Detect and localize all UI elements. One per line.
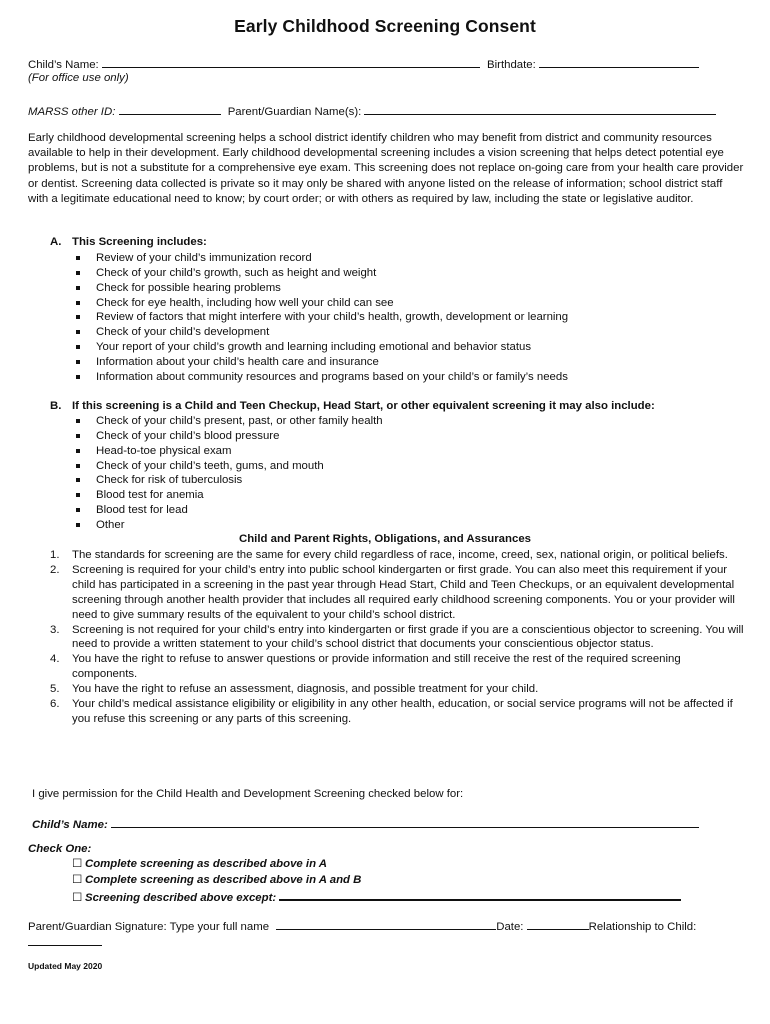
option-a-label: Complete screening as described above in A — [85, 858, 328, 870]
section-a-title: This Screening includes: — [72, 236, 207, 248]
section-b-letter: B. — [50, 400, 62, 412]
list-item: Review of your child’s immunization record — [72, 251, 568, 266]
rights-item-text: Screening is not required for your child’s entry into kindergarten or first grade if you are a conscientious objector to screening. You will need to provide a written statement to your child’s school district that documents your conscientious objector status. — [72, 623, 744, 651]
rights-item-number: 4. — [50, 653, 60, 666]
list-item: Check for possible hearing problems — [72, 281, 568, 296]
list-item: Check for risk of tuberculosis — [72, 473, 383, 488]
rights-item-number: 3. — [50, 623, 60, 636]
check-one-label: Check One: — [28, 843, 92, 855]
rights-heading: Child and Parent Rights, Obligations, and Assurances — [239, 533, 531, 545]
intro-paragraph: Early childhood developmental screening helps a school district identify children who may benefit from district and community resources available to help in their development. Early childhood developmental screening includes a vision screening that helps detect potential eye problems, but is not a substitute for a comprehensive eye exam. This screening does not replace on-going care from your health care provider or dentist. Screening data collected is private so it may only be shared with anyone listed on the release of information; school district staff with a legitimate educational need to know; by court order; or with others as required by law, including the state or legislative auditor. — [28, 132, 744, 205]
list-item: Your report of your child’s growth and learning including emotional and behavior status — [72, 340, 568, 355]
list-item: Head-to-toe physical exam — [72, 444, 383, 459]
rights-item-text: Screening is required for your child’s entry into public school kindergarten or first grade. You can also meet this requirement if your child has participated in a screening in the past year through Head Start, Child and Teen Checkups, or an equivalent developmental screening through another health provider that includes all required early childhood screening components. You or your provider will need to give summary results of the equivalent to your child’s school district. — [72, 563, 735, 621]
option-a-and-b-label: Complete screening as described above in A and B — [85, 873, 362, 886]
list-item: Check of your child’s blood pressure — [72, 429, 383, 444]
marss-field[interactable] — [119, 103, 221, 115]
child-name-2-field[interactable] — [111, 816, 699, 828]
parent-names-label: Parent/Guardian Name(s): — [227, 106, 362, 118]
date-label: Date: — [496, 921, 524, 933]
section-a-heading — [50, 236, 207, 248]
signature-row — [28, 918, 696, 933]
child-name-2-label: Child’s Name: — [32, 819, 108, 831]
section-a-letter: A. — [50, 236, 62, 248]
updated-date: Updated May 2020 — [28, 961, 103, 971]
section-a-list — [72, 251, 568, 385]
list-item: Review of factors that might interfere with your child’s health, growth, development or learning — [72, 310, 568, 325]
child-name-label: Child’s Name: — [28, 59, 99, 71]
child-name-2-row — [32, 816, 699, 831]
relationship-row — [28, 934, 102, 949]
rights-item — [28, 548, 744, 563]
relationship-field[interactable] — [28, 934, 102, 946]
section-b-title: If this screening is a Child and Teen Checkup, Head Start, or other equivalent screening it may also include: — [72, 400, 655, 412]
birthdate-label: Birthdate: — [487, 59, 536, 71]
list-item: Check for eye health, including how well your child can see — [72, 296, 568, 311]
date-field[interactable] — [527, 918, 589, 930]
office-use-note: (For office use only) — [28, 72, 129, 84]
list-item: Information about community resources and programs based on your child’s or family’s needs — [72, 370, 568, 385]
list-item: Blood test for lead — [72, 503, 383, 518]
rights-item-text: You have the right to refuse to answer questions or provide information and still receive the rest of the required screening components. — [72, 653, 681, 681]
rights-item — [28, 682, 744, 697]
exceptions-field[interactable] — [279, 888, 681, 901]
rights-item-number: 2. — [50, 563, 60, 576]
parent-names-field[interactable] — [364, 103, 716, 115]
list-item: Check of your child’s present, past, or other family health — [72, 414, 383, 429]
signature-label: Parent/Guardian Signature: Type your full name — [28, 921, 270, 933]
rights-item-text: You have the right to refuse an assessment, diagnosis, and possible treatment for your child. — [72, 683, 539, 696]
checkbox-icon[interactable]: ☐ — [72, 858, 83, 870]
list-item: Blood test for anemia — [72, 488, 383, 503]
rights-item-number: 1. — [50, 549, 60, 561]
screening-options — [72, 857, 681, 907]
child-name-field[interactable] — [102, 56, 480, 68]
option-a[interactable] — [72, 857, 681, 873]
rights-item-number: 5. — [50, 683, 60, 696]
rights-item-text: The standards for screening are the same for every child regardless of race, income, creed, sex, national origin, or political beliefs. — [72, 549, 728, 561]
relationship-label: Relationship to Child: — [588, 921, 697, 933]
form-title: Early Childhood Screening Consent — [234, 16, 536, 36]
child-name-row — [28, 56, 699, 71]
marss-label: MARSS other ID: — [28, 106, 116, 118]
option-a-and-b[interactable] — [72, 873, 681, 889]
rights-item — [28, 623, 744, 653]
rights-item-number: 6. — [50, 698, 60, 711]
list-item: Check of your child’s growth, such as height and weight — [72, 266, 568, 281]
rights-item — [28, 652, 744, 682]
section-b-heading — [50, 400, 655, 412]
list-item: Check of your child’s teeth, gums, and mouth — [72, 459, 383, 474]
permission-statement: I give permission for the Child Health and Development Screening checked below for: — [32, 788, 464, 800]
list-item: Check of your child’s development — [72, 325, 568, 340]
list-item: Information about your child’s health care and insurance — [72, 355, 568, 370]
rights-item — [28, 563, 744, 623]
marss-row — [28, 103, 716, 118]
list-item: Other — [72, 518, 383, 533]
rights-item — [28, 697, 744, 727]
signature-field[interactable] — [276, 918, 496, 930]
checkbox-icon[interactable]: ☐ — [72, 892, 83, 904]
checkbox-icon[interactable]: ☐ — [72, 873, 83, 886]
option-except-label: Screening described above except: — [85, 892, 277, 904]
birthdate-field[interactable] — [539, 56, 699, 68]
section-b-list — [72, 414, 383, 533]
rights-list — [28, 548, 744, 727]
option-except[interactable] — [72, 888, 681, 907]
rights-item-text: Your child’s medical assistance eligibility or eligibility in any other health, education, or social service programs will not be affected if you refuse this screening or any parts of this screening. — [72, 698, 733, 725]
